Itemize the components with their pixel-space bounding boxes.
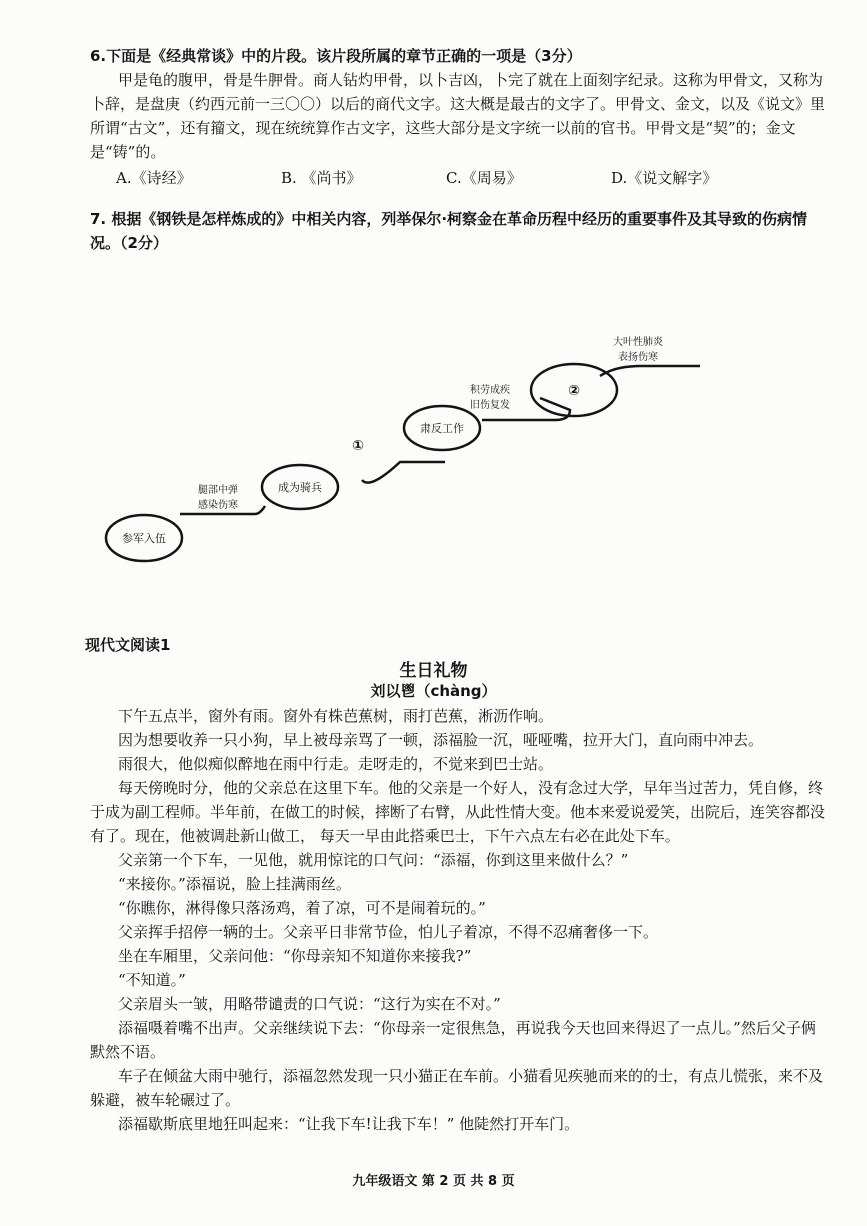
q6-option-c: C.《周易》: [446, 169, 522, 187]
q6-option-a: A.《诗经》: [116, 169, 192, 187]
story-paragraph: “不知道。”: [118, 971, 186, 989]
question-6: [90, 44, 830, 190]
story-paragraph: 雨很大，他似痴似醉地在雨中行走。走呀走的，不觉来到巴士站。: [118, 755, 554, 773]
section-heading: 现代文阅读1: [85, 636, 171, 654]
node-blank-2-label: ②: [568, 383, 580, 399]
injury-label-2a: 积劳成疾: [470, 385, 510, 396]
step-line-2: [362, 462, 445, 483]
node-enlist-label: 参军入伍: [122, 532, 166, 545]
story-paragraph: 添福歇斯底里地狂叫起来：“让我下车!让我下车！” 他陡然打开车门。: [118, 1115, 580, 1133]
story-author: 刘以鬯（chàng）: [370, 682, 497, 700]
q6-stem: 6.下面是《经典常谈》中的片段。该片段所属的章节正确的一项是（3分）: [90, 47, 582, 65]
node-cavalry-label: 成为骑兵: [278, 481, 322, 494]
story-paragraph: 下午五点半，窗外有雨。窗外有株芭蕉树，雨打芭蕉，淅沥作响。: [118, 707, 554, 725]
story-paragraph: 车子在倾盆大雨中驰行，添福忽然发现一只小猫正在车前。小猫看见疾驰而来的的士，有点儿慌张，来不及躲避，被车轮碾过了。: [90, 1067, 824, 1109]
q6-option-b: B. 《尚书》: [281, 169, 362, 187]
injury-label-1b: 感染伤寒: [198, 500, 238, 511]
story-paragraph: 每天傍晚时分，他的父亲总在这里下车。他的父亲是一个好人，没有念过大学，早年当过苦力，凭自修，终于成为副工程师。半年前，在做工的时候，摔断了右臂，从此性情大变。他本来爱说爱笑，出院后，连笑容都没有了。现在，他被调赴新山做工， 每天一早由此搭乘巴士，下午六点左右必在此处下车。: [90, 779, 826, 845]
q6-options: [90, 166, 830, 190]
story-title: 生日礼物: [399, 661, 468, 681]
q6-passage: 甲是龟的腹甲，骨是牛胛骨。商人钻灼甲骨，以卜吉凶，卜完了就在上面刻字纪录。这称为甲骨文，又称为卜辞，是盘庚（约西元前一三〇〇）以后的商代文字。这大概是最古的文字了。甲骨文、金文，以及《说文》里所谓“古文”，还有籀文，现在统统算作古文字，这些大部分是文字统一以前的官书。甲骨文是“契”的；金文是“铸”的。: [90, 71, 826, 161]
step-line-4: [600, 366, 700, 376]
injury-label-1a: 腿部中弹: [198, 485, 238, 496]
story-paragraph: “来接你。”添福说，脸上挂满雨丝。: [118, 875, 351, 893]
q6-option-d: D.《说文解字》: [611, 169, 718, 187]
injury-label-3a: 大叶性肺炎: [613, 337, 663, 348]
story-paragraph: 添福嗫着嘴不出声。父亲继续说下去：“你母亲一定很焦急，再说我今天也回来得迟了一点儿。”然后父子俩默然不语。: [90, 1019, 816, 1061]
story-body: [90, 704, 830, 1136]
node-anti-rebel-label: 肃反工作: [420, 422, 464, 435]
story-paragraph: 坐在车厢里，父亲问他：“你母亲知不知道你来接我?”: [118, 947, 472, 965]
question-7-stem: 7. 根据《钢铁是怎样炼成的》中相关内容，列举保尔·柯察金在革命历程中经历的重要事件及其导致的伤病情况。（2分）: [90, 210, 808, 252]
page-footer: 九年级语文 第 2 页 共 8 页: [352, 1174, 515, 1189]
blank-1-label: ①: [352, 438, 364, 454]
story-paragraph: 父亲第一个下车，一见他，就用惊诧的口气问：“添福，你到这里来做什么？”: [118, 851, 629, 869]
story-paragraph: 因为想要收养一只小狗，早上被母亲骂了一顿，添福脸一沉，哑哑嘴，拉开大门，直向雨中冲去。: [118, 731, 764, 749]
story-paragraph: 父亲眉头一皱，用略带谴责的口气说：“这行为实在不对。”: [118, 995, 501, 1013]
paul-journey-diagram: [100, 330, 720, 570]
injury-label-2b: 旧伤复发: [470, 400, 510, 411]
injury-label-3b: 表扬伤寒: [618, 352, 658, 363]
story-paragraph: 父亲挥手招停一辆的士。父亲平日非常节俭，怕儿子着凉，不得不忍痛奢侈一下。: [118, 923, 659, 941]
story-paragraph: “你瞧你，淋得像只落汤鸡，着了凉，可不是闹着玩的。”: [118, 899, 486, 917]
